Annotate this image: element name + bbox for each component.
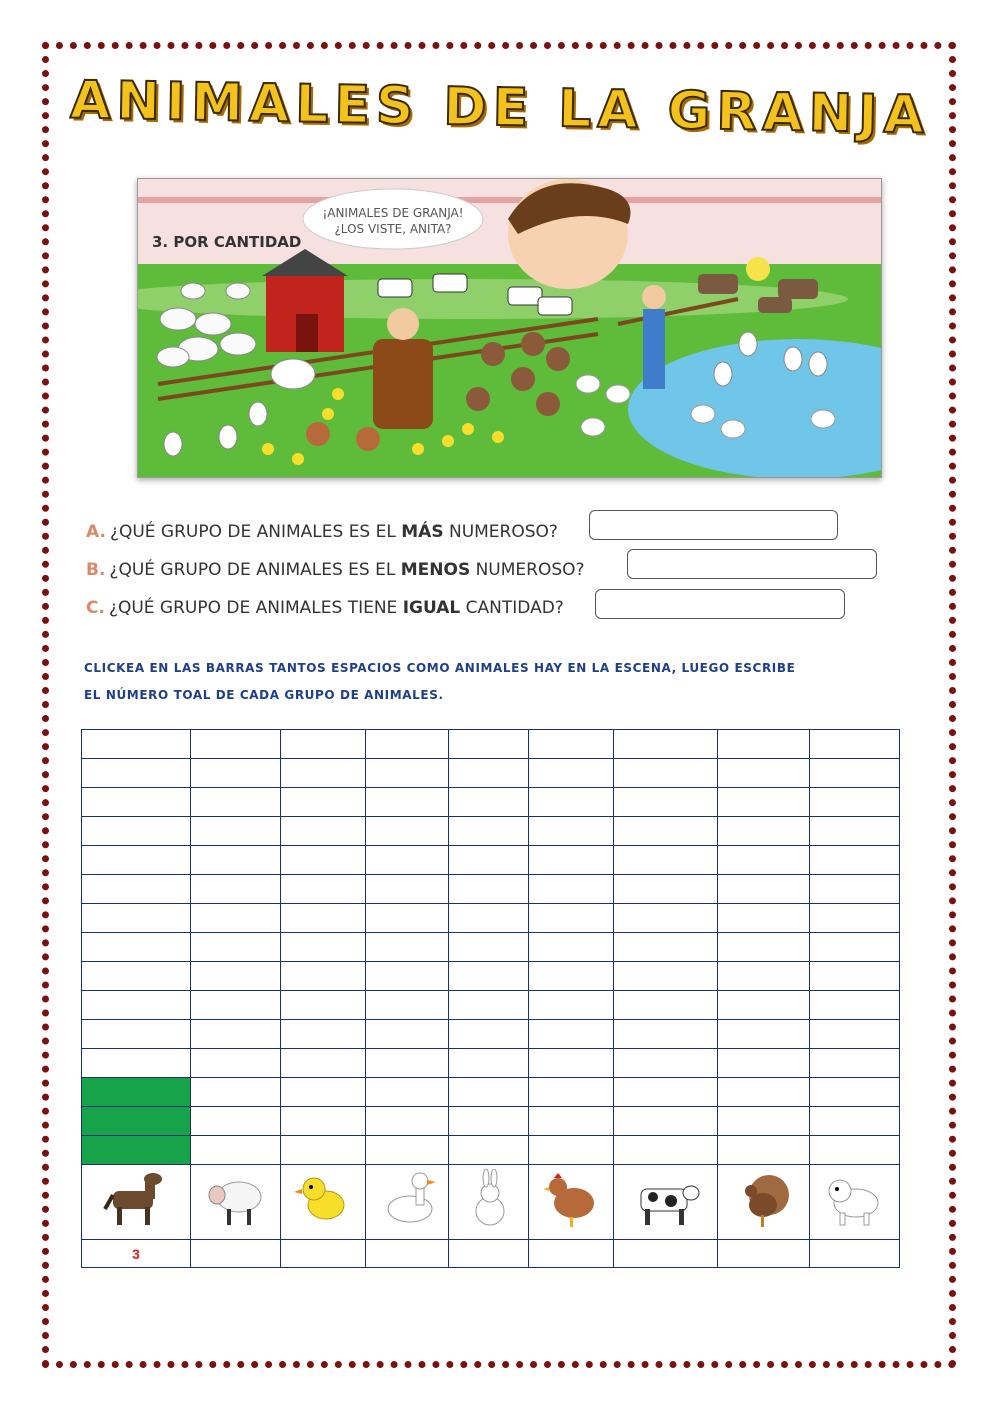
bar-cell-gallina[interactable] (529, 1136, 614, 1165)
question-a (86, 522, 558, 542)
bar-cell-oveja[interactable] (191, 1107, 281, 1136)
bar-cell-conejo[interactable] (449, 730, 529, 759)
bar-cell-pollito[interactable] (281, 875, 366, 904)
speech-line-2: ¿LOS VISTE, ANITA? (334, 222, 452, 236)
grid-row (82, 1107, 900, 1136)
count-cell-vaca[interactable] (614, 1240, 718, 1268)
bar-cell-pato[interactable] (366, 875, 449, 904)
bar-cell-pavo[interactable] (718, 1136, 810, 1165)
bar-cell-pollito[interactable] (281, 730, 366, 759)
bar-cell-pavo[interactable] (718, 1049, 810, 1078)
bar-cell-vaca[interactable] (614, 904, 718, 933)
bar-cell-pato[interactable] (366, 817, 449, 846)
page-title: ANIMALES DE LA GRANJA (69, 70, 931, 146)
question-a-bold: MÁS (401, 522, 444, 542)
bar-cell-pavo[interactable] (718, 991, 810, 1020)
bar-cell-conejo[interactable] (449, 904, 529, 933)
question-b (86, 560, 585, 580)
bar-cell-pavo[interactable] (718, 846, 810, 875)
grid-row (82, 846, 900, 875)
bar-cell-pollito[interactable] (281, 1020, 366, 1049)
vaca-icon (631, 1169, 701, 1231)
bar-cell-vaca[interactable] (614, 759, 718, 788)
farm-scene-illustration (138, 179, 881, 477)
bar-cell-caballo[interactable] (82, 1020, 191, 1049)
bar-cell-pollito[interactable] (281, 846, 366, 875)
bar-cell-caballo[interactable] (82, 788, 191, 817)
bar-cell-perro[interactable] (810, 1049, 900, 1078)
grid-row (82, 817, 900, 846)
bar-cell-pato[interactable] (366, 1020, 449, 1049)
bar-cell-conejo[interactable] (449, 759, 529, 788)
bar-cell-pavo[interactable] (718, 1107, 810, 1136)
bar-cell-oveja[interactable] (191, 991, 281, 1020)
question-c-letter: C. (86, 598, 105, 618)
bar-grid (81, 729, 900, 1268)
bar-cell-vaca[interactable] (614, 1049, 718, 1078)
bar-cell-perro[interactable] (810, 962, 900, 991)
category-cell-pavo (718, 1165, 810, 1240)
bar-cell-perro[interactable] (810, 846, 900, 875)
bar-cell-gallina[interactable] (529, 817, 614, 846)
answer-b-input[interactable] (627, 549, 877, 579)
bar-cell-pavo[interactable] (718, 962, 810, 991)
bar-cell-conejo[interactable] (449, 788, 529, 817)
animal-icons-row (82, 1165, 900, 1240)
bar-cell-vaca[interactable] (614, 788, 718, 817)
bar-cell-caballo[interactable] (82, 759, 191, 788)
bar-cell-caballo[interactable] (82, 875, 191, 904)
bar-cell-vaca[interactable] (614, 933, 718, 962)
bar-cell-pollito[interactable] (281, 817, 366, 846)
bar-cell-perro[interactable] (810, 904, 900, 933)
bar-cell-gallina[interactable] (529, 846, 614, 875)
bar-caballo-segment[interactable] (82, 1136, 191, 1165)
bar-caballo-segment[interactable] (82, 1107, 191, 1136)
bar-cell-pato[interactable] (366, 846, 449, 875)
bar-cell-pavo[interactable] (718, 933, 810, 962)
bar-cell-pavo[interactable] (718, 1078, 810, 1107)
bar-cell-vaca[interactable] (614, 1020, 718, 1049)
bar-cell-pollito[interactable] (281, 1049, 366, 1078)
bar-cell-conejo[interactable] (449, 1078, 529, 1107)
bar-cell-gallina[interactable] (529, 933, 614, 962)
bar-cell-pato[interactable] (366, 1136, 449, 1165)
bar-cell-perro[interactable] (810, 1136, 900, 1165)
bar-cell-perro[interactable] (810, 788, 900, 817)
answer-c-input[interactable] (595, 589, 845, 619)
grid-row (82, 788, 900, 817)
bar-cell-vaca[interactable] (614, 1078, 718, 1107)
count-cell-gallina[interactable] (529, 1240, 614, 1268)
pato-icon (372, 1169, 442, 1231)
bar-cell-pato[interactable] (366, 1078, 449, 1107)
bar-caballo-segment[interactable] (82, 1078, 191, 1107)
bar-cell-perro[interactable] (810, 759, 900, 788)
question-a-pre: ¿QUÉ GRUPO DE ANIMALES ES EL (109, 522, 402, 542)
bar-cell-gallina[interactable] (529, 1020, 614, 1049)
bar-cell-pato[interactable] (366, 904, 449, 933)
bar-cell-pavo[interactable] (718, 817, 810, 846)
question-a-letter: A. (86, 522, 106, 542)
bar-cell-pollito[interactable] (281, 991, 366, 1020)
oveja-icon (201, 1169, 271, 1231)
bar-cell-oveja[interactable] (191, 730, 281, 759)
count-cell-conejo[interactable] (449, 1240, 529, 1268)
bar-cell-gallina[interactable] (529, 1107, 614, 1136)
bar-cell-caballo[interactable] (82, 933, 191, 962)
bar-cell-pato[interactable] (366, 759, 449, 788)
bar-cell-pollito[interactable] (281, 788, 366, 817)
grid-row (82, 1049, 900, 1078)
bar-cell-perro[interactable] (810, 730, 900, 759)
category-cell-conejo (449, 1165, 529, 1240)
conejo-icon (454, 1169, 524, 1231)
bar-cell-oveja[interactable] (191, 1049, 281, 1078)
category-cell-pollito (281, 1165, 366, 1240)
bar-cell-perro[interactable] (810, 991, 900, 1020)
bar-cell-conejo[interactable] (449, 817, 529, 846)
grid-row (82, 1020, 900, 1049)
grid-row (82, 730, 900, 759)
bar-cell-pavo[interactable] (718, 1020, 810, 1049)
category-cell-perro (810, 1165, 900, 1240)
count-cell-caballo[interactable]: 3 (82, 1240, 191, 1268)
category-cell-caballo (82, 1165, 191, 1240)
bar-cell-pato[interactable] (366, 991, 449, 1020)
bar-cell-pollito[interactable] (281, 759, 366, 788)
bar-cell-pollito[interactable] (281, 1078, 366, 1107)
bar-cell-pollito[interactable] (281, 933, 366, 962)
grid-row (82, 991, 900, 1020)
bar-cell-gallina[interactable] (529, 904, 614, 933)
bar-cell-pato[interactable] (366, 788, 449, 817)
bar-cell-conejo[interactable] (449, 933, 529, 962)
bar-cell-caballo[interactable] (82, 1049, 191, 1078)
bar-cell-oveja[interactable] (191, 1078, 281, 1107)
bar-cell-oveja[interactable] (191, 759, 281, 788)
bar-cell-gallina[interactable] (529, 1078, 614, 1107)
bar-cell-pavo[interactable] (718, 875, 810, 904)
bar-cell-oveja[interactable] (191, 817, 281, 846)
bar-cell-pato[interactable] (366, 1049, 449, 1078)
category-cell-gallina (529, 1165, 614, 1240)
bar-cell-oveja[interactable] (191, 1136, 281, 1165)
bar-cell-caballo[interactable] (82, 846, 191, 875)
bar-cell-caballo[interactable] (82, 817, 191, 846)
bar-cell-gallina[interactable] (529, 962, 614, 991)
bar-cell-vaca[interactable] (614, 991, 718, 1020)
question-b-letter: B. (86, 560, 106, 580)
bar-cell-perro[interactable] (810, 1020, 900, 1049)
bar-cell-conejo[interactable] (449, 1020, 529, 1049)
bar-cell-caballo[interactable] (82, 962, 191, 991)
grid-row (82, 875, 900, 904)
speech-line-1: ¡ANIMALES DE GRANJA! (322, 206, 464, 220)
count-cell-pollito[interactable] (281, 1240, 366, 1268)
bar-cell-vaca[interactable] (614, 846, 718, 875)
bar-cell-vaca[interactable] (614, 875, 718, 904)
grid-row (82, 1078, 900, 1107)
question-b-post: NUMEROSO? (470, 560, 585, 580)
category-cell-vaca (614, 1165, 718, 1240)
bar-cell-oveja[interactable] (191, 875, 281, 904)
bar-cell-conejo[interactable] (449, 1107, 529, 1136)
bar-cell-gallina[interactable] (529, 1049, 614, 1078)
question-c-bold: IGUAL (402, 598, 461, 618)
bar-cell-pavo[interactable] (718, 759, 810, 788)
bar-cell-pollito[interactable] (281, 962, 366, 991)
bar-cell-caballo[interactable] (82, 730, 191, 759)
count-cell-oveja[interactable] (191, 1240, 281, 1268)
bar-cell-pavo[interactable] (718, 730, 810, 759)
bar-cell-oveja[interactable] (191, 846, 281, 875)
grid-row (82, 962, 900, 991)
question-c (86, 598, 564, 618)
bar-cell-pato[interactable] (366, 962, 449, 991)
bar-cell-perro[interactable] (810, 875, 900, 904)
bar-cell-gallina[interactable] (529, 788, 614, 817)
count-row (82, 1240, 900, 1268)
bar-cell-perro[interactable] (810, 1078, 900, 1107)
bar-cell-conejo[interactable] (449, 846, 529, 875)
bar-cell-pollito[interactable] (281, 1136, 366, 1165)
instructions-line-2: EL NÚMERO TOAL DE CADA GRUPO DE ANIMALES. (84, 688, 444, 702)
bar-cell-conejo[interactable] (449, 875, 529, 904)
bar-cell-pollito[interactable] (281, 904, 366, 933)
answer-a-input[interactable] (589, 510, 838, 540)
bar-cell-gallina[interactable] (529, 991, 614, 1020)
bar-cell-pato[interactable] (366, 933, 449, 962)
bar-cell-conejo[interactable] (449, 1049, 529, 1078)
bar-cell-oveja[interactable] (191, 962, 281, 991)
instructions-line-1: CLICKEA EN LAS BARRAS TANTOS ESPACIOS COMO ANIMALES HAY EN LA ESCENA, LUEGO ESCRIBE (84, 661, 796, 675)
count-cell-pavo[interactable] (718, 1240, 810, 1268)
count-cell-pato[interactable] (366, 1240, 449, 1268)
bar-cell-pollito[interactable] (281, 1107, 366, 1136)
category-cell-pato (366, 1165, 449, 1240)
bar-cell-vaca[interactable] (614, 817, 718, 846)
grid-row (82, 1136, 900, 1165)
question-c-post: CANTIDAD? (460, 598, 564, 618)
bar-cell-oveja[interactable] (191, 788, 281, 817)
pollito-icon (288, 1169, 358, 1231)
bar-cell-vaca[interactable] (614, 1107, 718, 1136)
bar-cell-vaca[interactable] (614, 730, 718, 759)
bar-cell-caballo[interactable] (82, 991, 191, 1020)
perro-icon (820, 1169, 890, 1231)
question-b-pre: ¿QUÉ GRUPO DE ANIMALES ES EL (109, 560, 401, 580)
pavo-icon (729, 1169, 799, 1231)
caballo-icon (101, 1169, 171, 1231)
bar-cell-gallina[interactable] (529, 730, 614, 759)
question-b-bold: MENOS (400, 560, 471, 580)
scene-section-label: 3. POR CANTIDAD (152, 233, 302, 251)
bar-cell-oveja[interactable] (191, 904, 281, 933)
bar-cell-vaca[interactable] (614, 1136, 718, 1165)
bar-cell-oveja[interactable] (191, 1020, 281, 1049)
bar-cell-oveja[interactable] (191, 933, 281, 962)
grid-row (82, 759, 900, 788)
grid-row (82, 933, 900, 962)
bar-cell-caballo[interactable] (82, 904, 191, 933)
bar-cell-conejo[interactable] (449, 962, 529, 991)
question-c-pre: ¿QUÉ GRUPO DE ANIMALES TIENE (108, 598, 403, 618)
bar-cell-pato[interactable] (366, 1107, 449, 1136)
gallina-icon (536, 1169, 606, 1231)
farm-scene-image (137, 178, 882, 478)
bar-cell-conejo[interactable] (449, 1136, 529, 1165)
bar-cell-conejo[interactable] (449, 991, 529, 1020)
count-cell-perro[interactable] (810, 1240, 900, 1268)
counting-bar-chart (81, 729, 899, 1268)
question-a-post: NUMEROSO? (443, 522, 558, 542)
bar-cell-perro[interactable] (810, 933, 900, 962)
grid-row (82, 904, 900, 933)
bar-cell-pato[interactable] (366, 730, 449, 759)
bar-cell-perro[interactable] (810, 817, 900, 846)
bar-cell-vaca[interactable] (614, 962, 718, 991)
bar-cell-gallina[interactable] (529, 759, 614, 788)
category-cell-oveja (191, 1165, 281, 1240)
bar-cell-gallina[interactable] (529, 875, 614, 904)
bar-cell-pavo[interactable] (718, 788, 810, 817)
bar-cell-pavo[interactable] (718, 904, 810, 933)
bar-cell-perro[interactable] (810, 1107, 900, 1136)
